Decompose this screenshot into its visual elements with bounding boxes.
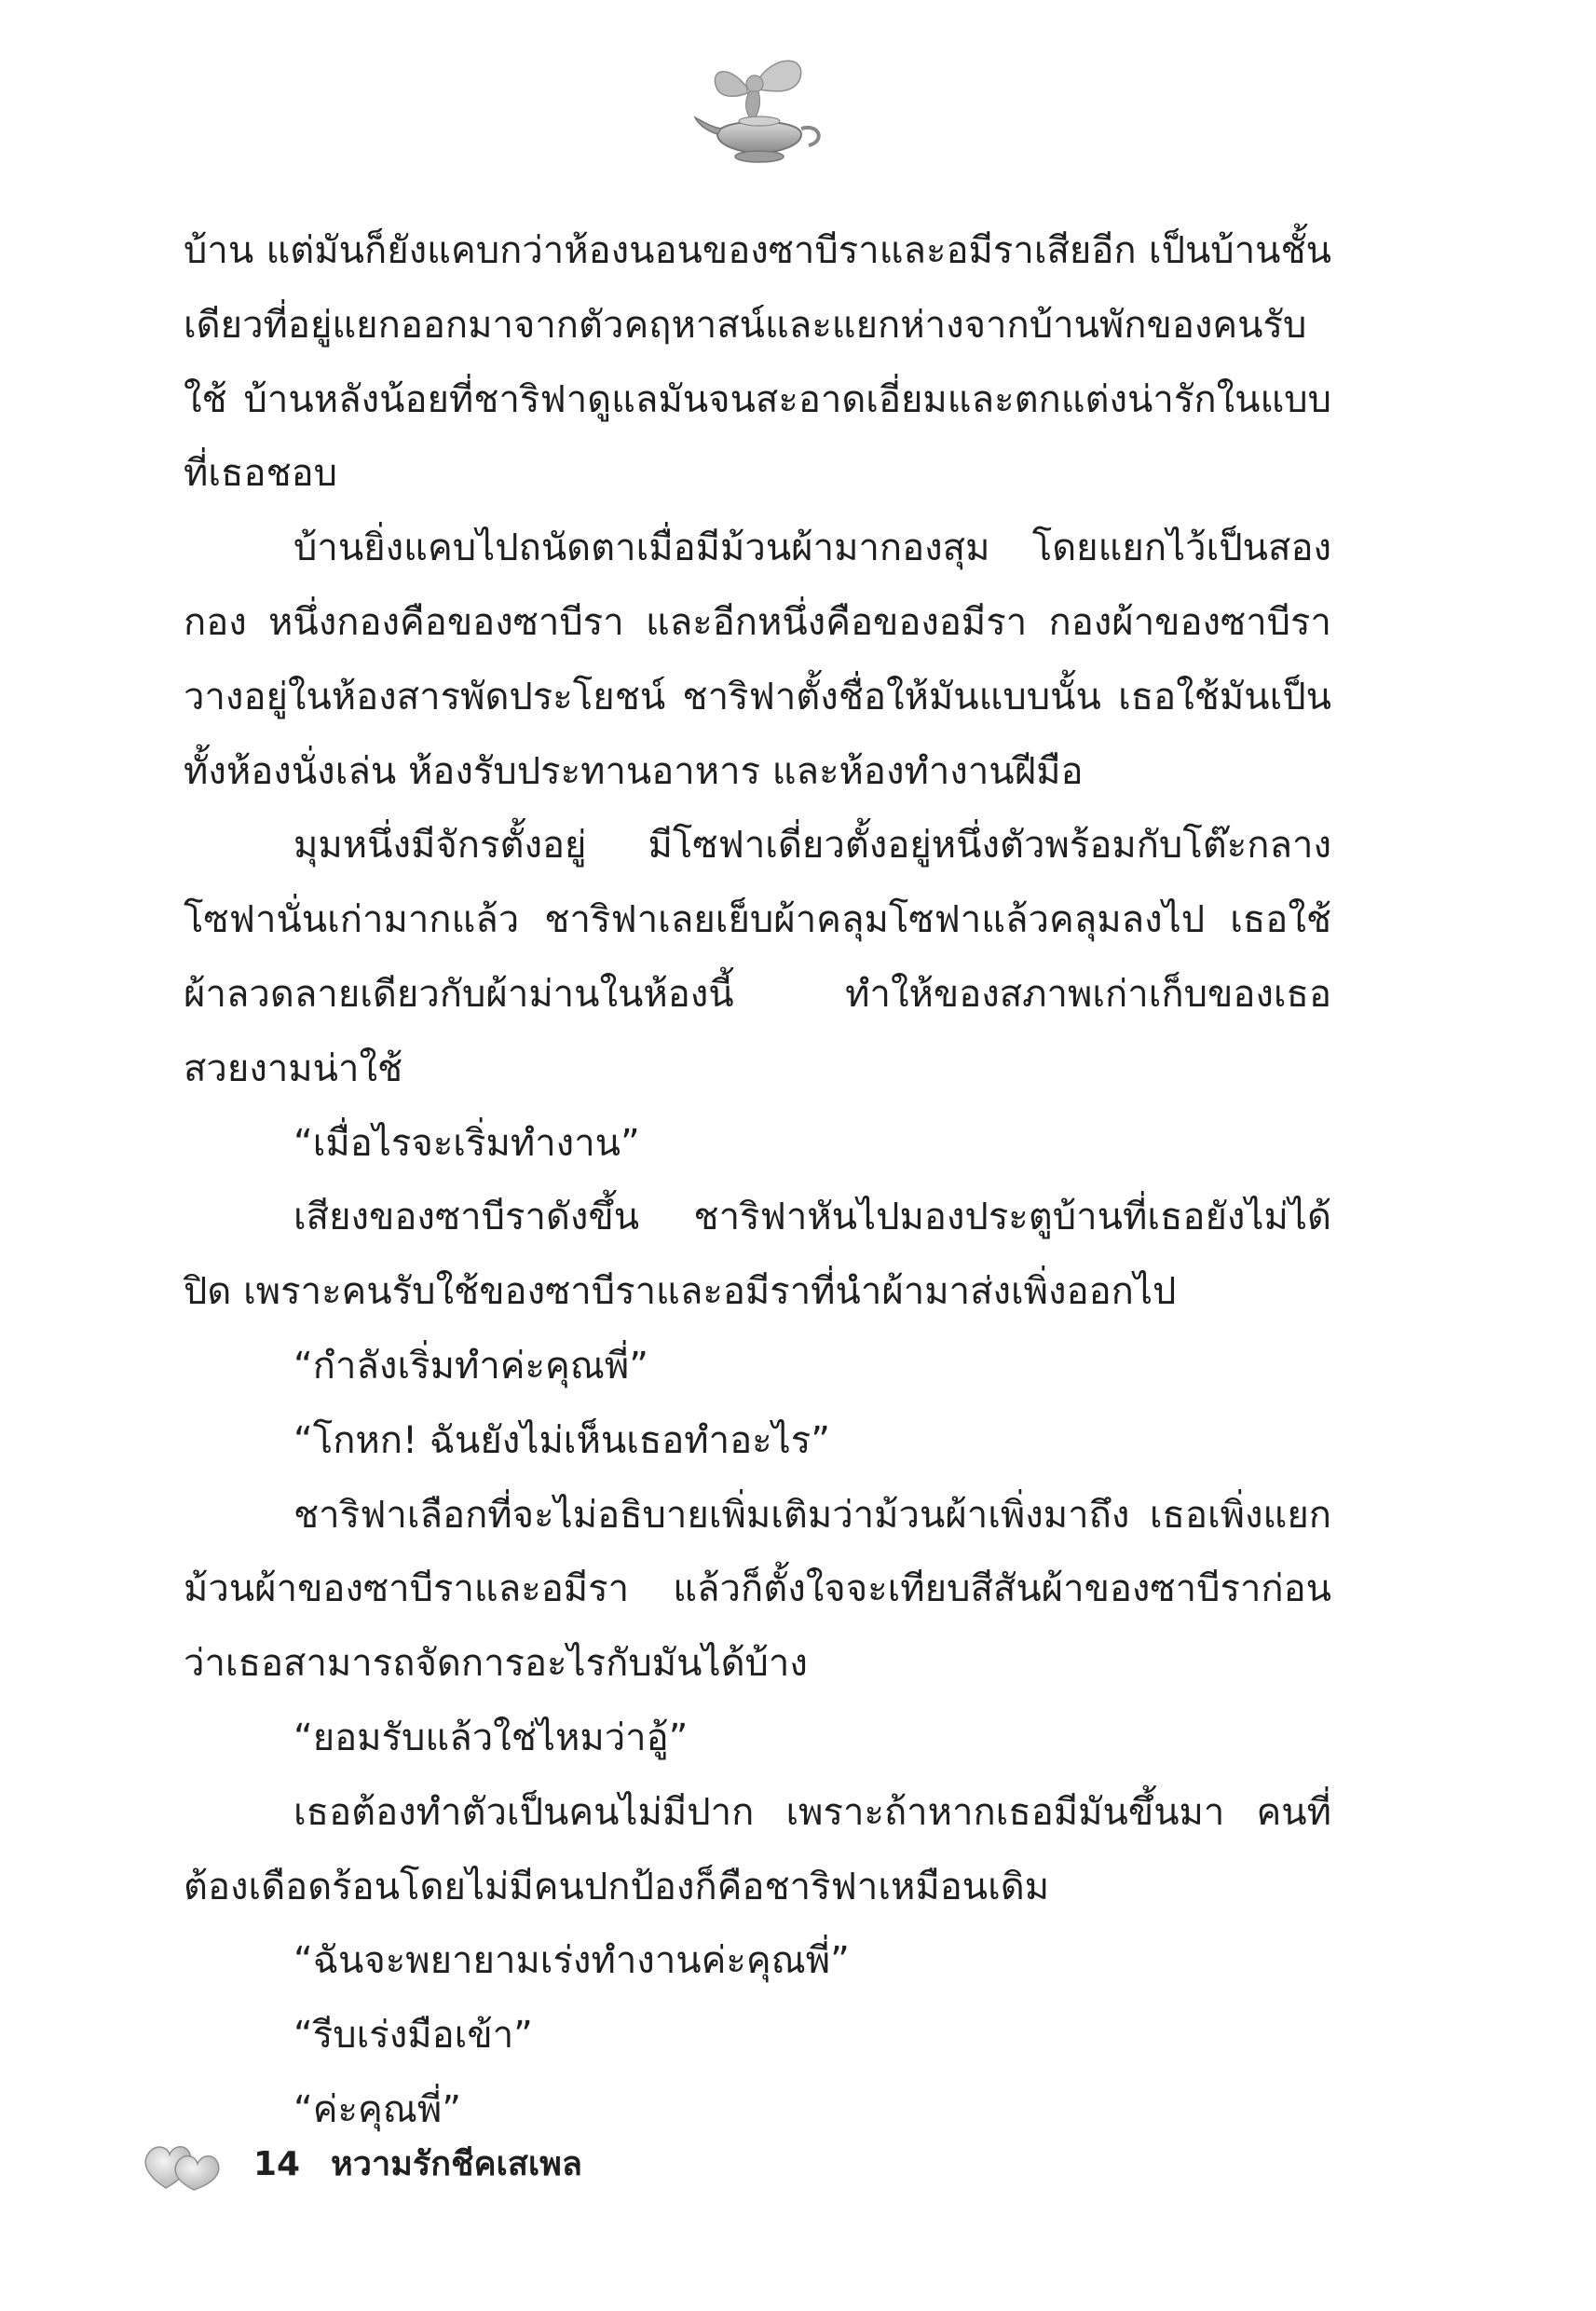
book-title: หวามรักชีคเสเพล (331, 2145, 582, 2183)
page-number: 14 (253, 2145, 301, 2183)
paragraph: “โกหก! ฉันยังไม่เห็นเธอทำอะไร” (293, 1418, 830, 1462)
hearts-icon (140, 2134, 228, 2195)
page-footer (140, 2134, 792, 2199)
body-text (184, 214, 1331, 2148)
paragraph: “กำลังเริ่มทำค่ะคุณพี่” (293, 1344, 648, 1388)
paragraph: “รีบเร่งมือเข้า” (293, 2014, 533, 2058)
paragraph: เธอต้องทำตัวเป็นคนไม่มีปาก เพราะถ้าหากเธอมีมันขึ้นมา คนที่ต้องเดือดร้อนโดยไม่มีคนปกป้องก็คือชาริฟาเหมือนเดิม (184, 1790, 1331, 1908)
paragraph: “ยอมรับแล้วใช่ไหมว่าอู้” (293, 1716, 689, 1759)
paragraph: บ้าน แต่มันก็ยังแคบกว่าห้องนอนของซาบีราและอมีราเสียอีก เป็นบ้านชั้นเดียวที่อยู่แยกออกมาจากตัวคฤหาสน์และแยกห่างจากบ้านพักของคนรับใช้ บ้านหลังน้อยที่ชาริฟาดูแลมันจนสะอาดเอี่ยมและตกแต่งน่ารักในแบบที่เธอชอบ (184, 229, 1331, 496)
paragraph: “ค่ะคุณพี่” (293, 2087, 461, 2131)
cupid-lamp-icon (689, 52, 829, 173)
paragraph: มุมหนึ่งมีจักรตั้งอยู่ มีโซฟาเดี่ยวตั้งอยู่หนึ่งตัวพร้อมกับโต๊ะกลางโซฟานั่นเก่ามากแล้ว ชาริฟาเลยเย็บผ้าคลุมโซฟาแล้วคลุมลงไป เธอใช้ผ้าลวดลายเดียวกับผ้าม่านในห้องนี้ ทำให้ของสภาพเก่าเก็บของเธอสวยงามน่าใช้ (184, 824, 1331, 1090)
paragraph: เสียงของซาบีราดังขึ้น ชาริฟาหันไปมองประตูบ้านที่เธอยังไม่ได้ปิด เพราะคนรับใช้ของซาบีราและอมีราที่นำผ้ามาส่งเพิ่งออกไป (184, 1196, 1331, 1314)
paragraph: “เมื่อไรจะเริ่มทำงาน” (293, 1121, 640, 1165)
paragraph: “ฉันจะพยายามเร่งทำงานค่ะคุณพี่” (293, 1939, 850, 1983)
paragraph: ชาริฟาเลือกที่จะไม่อธิบายเพิ่มเติมว่าม้วนผ้าเพิ่งมาถึง เธอเพิ่งแยกม้วนผ้าของซาบีราและอมีรา แล้วก็ตั้งใจจะเทียบสีสันผ้าของซาบีราก่อนว่าเธอสามารถจัดการอะไรกับมันได้บ้าง (184, 1493, 1331, 1686)
paragraph: บ้านยิ่งแคบไปถนัดตาเมื่อมีม้วนผ้ามากองสุม โดยแยกไว้เป็นสองกอง หนึ่งกองคือของซาบีรา และอีกหนึ่งคือของอมีรา กองผ้าของซาบีราวางอยู่ในห้องสารพัดประโยชน์ ชาริฟาตั้งชื่อให้มันแบบนั้น เธอใช้มันเป็นทั้งห้องนั่งเล่น ห้องรับประทานอาหาร และห้องทำงานฝีมือ (184, 526, 1331, 793)
